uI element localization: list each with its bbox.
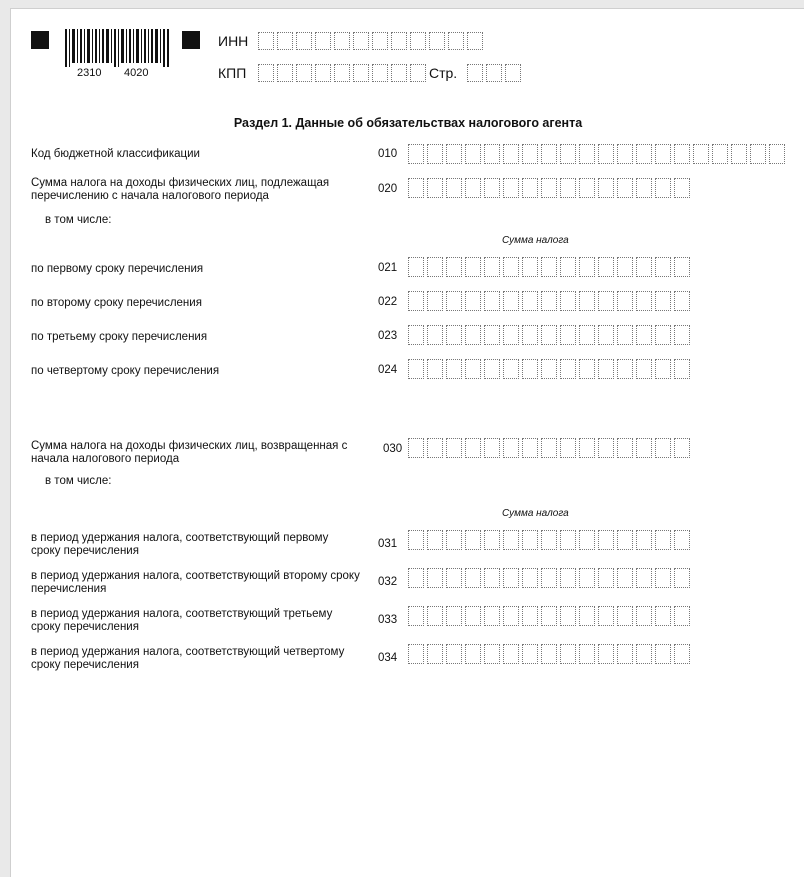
char-cell[interactable] [541, 606, 557, 626]
char-cell[interactable] [410, 64, 426, 82]
char-cell[interactable] [598, 644, 614, 664]
char-cell[interactable] [674, 291, 690, 311]
char-cell[interactable] [353, 64, 369, 82]
char-cell[interactable] [579, 325, 595, 345]
char-cell[interactable] [408, 325, 424, 345]
char-cell[interactable] [617, 530, 633, 550]
char-cell[interactable] [484, 644, 500, 664]
char-cell[interactable] [277, 32, 293, 50]
char-cell[interactable] [446, 144, 462, 164]
char-cell[interactable] [560, 257, 576, 277]
page-number-label: Стр. [429, 65, 458, 81]
char-cell[interactable] [446, 644, 462, 664]
row-021-label: по первому сроку перечисления [31, 263, 204, 275]
char-cell[interactable] [522, 438, 538, 458]
char-cell[interactable] [655, 606, 671, 626]
row-032-field[interactable] [408, 568, 690, 588]
barcode-number-left: 2310 [77, 67, 102, 79]
char-cell[interactable] [484, 325, 500, 345]
row-020-code: 020 [378, 183, 398, 195]
char-cell[interactable] [446, 291, 462, 311]
char-cell[interactable] [446, 325, 462, 345]
char-cell[interactable] [505, 64, 521, 82]
section-title: Раздел 1. Данные об обязательствах налогового агента [233, 116, 583, 130]
char-cell[interactable] [655, 644, 671, 664]
char-cell[interactable] [693, 144, 709, 164]
char-cell[interactable] [674, 530, 690, 550]
char-cell[interactable] [353, 32, 369, 50]
char-cell[interactable] [674, 178, 690, 198]
char-cell[interactable] [465, 359, 481, 379]
char-cell[interactable] [408, 438, 424, 458]
char-cell[interactable] [560, 144, 576, 164]
char-cell[interactable] [674, 144, 690, 164]
char-cell[interactable] [541, 291, 557, 311]
char-cell[interactable] [560, 606, 576, 626]
char-cell[interactable] [617, 644, 633, 664]
char-cell[interactable] [560, 178, 576, 198]
char-cell[interactable] [541, 144, 557, 164]
char-cell[interactable] [598, 359, 614, 379]
char-cell[interactable] [503, 530, 519, 550]
char-cell[interactable] [674, 325, 690, 345]
char-cell[interactable] [446, 568, 462, 588]
page-number-field[interactable] [467, 64, 521, 82]
char-cell[interactable] [522, 144, 538, 164]
char-cell[interactable] [334, 64, 350, 82]
char-cell[interactable] [467, 32, 483, 50]
char-cell[interactable] [579, 530, 595, 550]
row-022-field[interactable] [408, 291, 690, 311]
char-cell[interactable] [503, 438, 519, 458]
char-cell[interactable] [446, 530, 462, 550]
row-030-field[interactable] [408, 438, 690, 458]
row-034-label: в период удержания налога, соответствующий четвертому срoку перечисления [31, 646, 345, 671]
char-cell[interactable] [636, 178, 652, 198]
row-023-code: 023 [378, 330, 398, 342]
char-cell[interactable] [560, 325, 576, 345]
char-cell[interactable] [617, 178, 633, 198]
including-label-2: в том числе: [45, 475, 112, 487]
char-cell[interactable] [579, 257, 595, 277]
row-021-field[interactable] [408, 257, 690, 277]
char-cell[interactable] [258, 32, 274, 50]
char-cell[interactable] [541, 325, 557, 345]
char-cell[interactable] [429, 32, 445, 50]
including-label-1: в том числе: [45, 214, 112, 226]
char-cell[interactable] [467, 64, 483, 82]
char-cell[interactable] [503, 325, 519, 345]
char-cell[interactable] [503, 644, 519, 664]
char-cell[interactable] [315, 32, 331, 50]
char-cell[interactable] [522, 568, 538, 588]
char-cell[interactable] [598, 438, 614, 458]
char-cell[interactable] [408, 291, 424, 311]
char-cell[interactable] [410, 32, 426, 50]
char-cell[interactable] [427, 568, 443, 588]
char-cell[interactable] [617, 144, 633, 164]
char-cell[interactable] [655, 359, 671, 379]
row-010-field[interactable] [408, 144, 785, 164]
char-cell[interactable] [408, 144, 424, 164]
char-cell[interactable] [484, 291, 500, 311]
char-cell[interactable] [448, 32, 464, 50]
char-cell[interactable] [674, 606, 690, 626]
char-cell[interactable] [446, 438, 462, 458]
char-cell[interactable] [617, 257, 633, 277]
char-cell[interactable] [503, 568, 519, 588]
char-cell[interactable] [408, 530, 424, 550]
caption-tax-amount-1: Сумма налога [502, 235, 569, 246]
char-cell[interactable] [484, 178, 500, 198]
char-cell[interactable] [484, 530, 500, 550]
char-cell[interactable] [522, 644, 538, 664]
char-cell[interactable] [636, 644, 652, 664]
char-cell[interactable] [465, 644, 481, 664]
char-cell[interactable] [465, 606, 481, 626]
char-cell[interactable] [598, 257, 614, 277]
char-cell[interactable] [579, 644, 595, 664]
char-cell[interactable] [465, 530, 481, 550]
row-031-field[interactable] [408, 530, 690, 550]
char-cell[interactable] [674, 644, 690, 664]
char-cell[interactable] [427, 144, 443, 164]
char-cell[interactable] [427, 530, 443, 550]
caption-tax-amount-2: Сумма налога [502, 508, 569, 519]
row-030-label: Сумма налога на доходы физических лиц, возвращенная с начала налогового периода [31, 440, 348, 465]
char-cell[interactable] [579, 359, 595, 379]
char-cell[interactable] [674, 359, 690, 379]
char-cell[interactable] [427, 291, 443, 311]
char-cell[interactable] [522, 291, 538, 311]
char-cell[interactable] [465, 144, 481, 164]
barcode-icon [65, 29, 169, 69]
char-cell[interactable] [560, 438, 576, 458]
char-cell[interactable] [579, 178, 595, 198]
char-cell[interactable] [560, 291, 576, 311]
char-cell[interactable] [655, 438, 671, 458]
char-cell[interactable] [391, 64, 407, 82]
char-cell[interactable] [503, 606, 519, 626]
char-cell[interactable] [334, 32, 350, 50]
row-032-label: в период удержания налога, соответствующий второму срoку перечисления [31, 570, 360, 595]
char-cell[interactable] [408, 257, 424, 277]
char-cell[interactable] [636, 325, 652, 345]
row-033-code: 033 [378, 614, 398, 626]
char-cell[interactable] [484, 568, 500, 588]
char-cell[interactable] [446, 178, 462, 198]
char-cell[interactable] [465, 291, 481, 311]
row-022-code: 022 [378, 296, 398, 308]
row-034-field[interactable] [408, 644, 690, 664]
char-cell[interactable] [731, 144, 747, 164]
char-cell[interactable] [465, 325, 481, 345]
kpp-label: КПП [218, 65, 247, 81]
char-cell[interactable] [541, 257, 557, 277]
char-cell[interactable] [503, 144, 519, 164]
char-cell[interactable] [408, 568, 424, 588]
char-cell[interactable] [617, 568, 633, 588]
char-cell[interactable] [522, 325, 538, 345]
char-cell[interactable] [636, 606, 652, 626]
char-cell[interactable] [636, 568, 652, 588]
char-cell[interactable] [484, 359, 500, 379]
char-cell[interactable] [560, 359, 576, 379]
row-020-field[interactable] [408, 178, 690, 198]
char-cell[interactable] [541, 438, 557, 458]
char-cell[interactable] [522, 359, 538, 379]
char-cell[interactable] [655, 530, 671, 550]
char-cell[interactable] [541, 568, 557, 588]
char-cell[interactable] [636, 257, 652, 277]
char-cell[interactable] [598, 606, 614, 626]
char-cell[interactable] [486, 64, 502, 82]
char-cell[interactable] [427, 359, 443, 379]
char-cell[interactable] [598, 325, 614, 345]
char-cell[interactable] [465, 568, 481, 588]
char-cell[interactable] [598, 144, 614, 164]
char-cell[interactable] [315, 64, 331, 82]
char-cell[interactable] [750, 144, 766, 164]
char-cell[interactable] [391, 32, 407, 50]
char-cell[interactable] [560, 568, 576, 588]
char-cell[interactable] [372, 32, 388, 50]
char-cell[interactable] [427, 606, 443, 626]
char-cell[interactable] [427, 178, 443, 198]
char-cell[interactable] [277, 64, 293, 82]
row-020-label: Сумма налога на доходы физических лиц, подлежащая перечислению с начала налогового периода [31, 177, 330, 202]
char-cell[interactable] [427, 325, 443, 345]
form-page [10, 8, 804, 877]
char-cell[interactable] [636, 359, 652, 379]
char-cell[interactable] [465, 178, 481, 198]
char-cell[interactable] [296, 32, 312, 50]
char-cell[interactable] [427, 644, 443, 664]
char-cell[interactable] [446, 257, 462, 277]
char-cell[interactable] [560, 644, 576, 664]
inn-label: ИНН [218, 33, 249, 49]
row-010-label: Код бюджетной классификации [31, 148, 200, 160]
char-cell[interactable] [636, 144, 652, 164]
row-023-label: по третьему сроку перечисления [31, 331, 208, 343]
inn-field[interactable] [258, 32, 483, 50]
char-cell[interactable] [655, 568, 671, 588]
char-cell[interactable] [617, 606, 633, 626]
char-cell[interactable] [446, 606, 462, 626]
char-cell[interactable] [674, 257, 690, 277]
char-cell[interactable] [541, 178, 557, 198]
row-022-label: по второму сроку перечисления [31, 297, 202, 309]
char-cell[interactable] [484, 606, 500, 626]
char-cell[interactable] [446, 359, 462, 379]
char-cell[interactable] [579, 568, 595, 588]
char-cell[interactable] [769, 144, 785, 164]
char-cell[interactable] [598, 178, 614, 198]
char-cell[interactable] [372, 64, 388, 82]
char-cell[interactable] [712, 144, 728, 164]
barcode-number-right: 4020 [124, 67, 149, 79]
char-cell[interactable] [579, 144, 595, 164]
row-031-code: 031 [378, 538, 398, 550]
char-cell[interactable] [503, 291, 519, 311]
char-cell[interactable] [598, 530, 614, 550]
char-cell[interactable] [560, 530, 576, 550]
char-cell[interactable] [598, 291, 614, 311]
row-031-label: в период удержания налога, соответствующий первому срoку перечисления [31, 532, 329, 557]
char-cell[interactable] [484, 438, 500, 458]
row-033-field[interactable] [408, 606, 690, 626]
char-cell[interactable] [617, 438, 633, 458]
char-cell[interactable] [465, 438, 481, 458]
corner-marker-left [31, 31, 49, 49]
char-cell[interactable] [503, 178, 519, 198]
char-cell[interactable] [484, 257, 500, 277]
char-cell[interactable] [636, 291, 652, 311]
char-cell[interactable] [617, 291, 633, 311]
row-034-code: 034 [378, 652, 398, 664]
row-030-code: 030 [383, 443, 403, 455]
char-cell[interactable] [408, 178, 424, 198]
char-cell[interactable] [655, 257, 671, 277]
char-cell[interactable] [579, 606, 595, 626]
corner-marker-right [182, 31, 200, 49]
char-cell[interactable] [636, 438, 652, 458]
char-cell[interactable] [503, 359, 519, 379]
char-cell[interactable] [617, 359, 633, 379]
char-cell[interactable] [484, 144, 500, 164]
char-cell[interactable] [674, 568, 690, 588]
row-024-field[interactable] [408, 359, 690, 379]
char-cell[interactable] [579, 438, 595, 458]
char-cell[interactable] [427, 438, 443, 458]
char-cell[interactable] [522, 530, 538, 550]
char-cell[interactable] [674, 438, 690, 458]
row-032-code: 032 [378, 576, 398, 588]
char-cell[interactable] [427, 257, 443, 277]
char-cell[interactable] [296, 64, 312, 82]
char-cell[interactable] [541, 530, 557, 550]
row-021-code: 021 [378, 262, 398, 274]
char-cell[interactable] [408, 644, 424, 664]
row-024-code: 024 [378, 364, 398, 376]
char-cell[interactable] [598, 568, 614, 588]
row-033-label: в период удержания налога, соответствующий третьему срoку перечисления [31, 608, 333, 633]
char-cell[interactable] [503, 257, 519, 277]
char-cell[interactable] [465, 257, 481, 277]
row-024-label: по четвертому сроку перечисления [31, 365, 220, 377]
char-cell[interactable] [579, 291, 595, 311]
char-cell[interactable] [541, 644, 557, 664]
char-cell[interactable] [522, 178, 538, 198]
char-cell[interactable] [655, 325, 671, 345]
char-cell[interactable] [522, 257, 538, 277]
row-010-code: 010 [378, 148, 398, 160]
char-cell[interactable] [258, 64, 274, 82]
char-cell[interactable] [636, 530, 652, 550]
kpp-field[interactable] [258, 64, 426, 82]
char-cell[interactable] [617, 325, 633, 345]
char-cell[interactable] [408, 606, 424, 626]
char-cell[interactable] [655, 291, 671, 311]
char-cell[interactable] [541, 359, 557, 379]
char-cell[interactable] [522, 606, 538, 626]
char-cell[interactable] [655, 178, 671, 198]
row-023-field[interactable] [408, 325, 690, 345]
char-cell[interactable] [655, 144, 671, 164]
char-cell[interactable] [408, 359, 424, 379]
